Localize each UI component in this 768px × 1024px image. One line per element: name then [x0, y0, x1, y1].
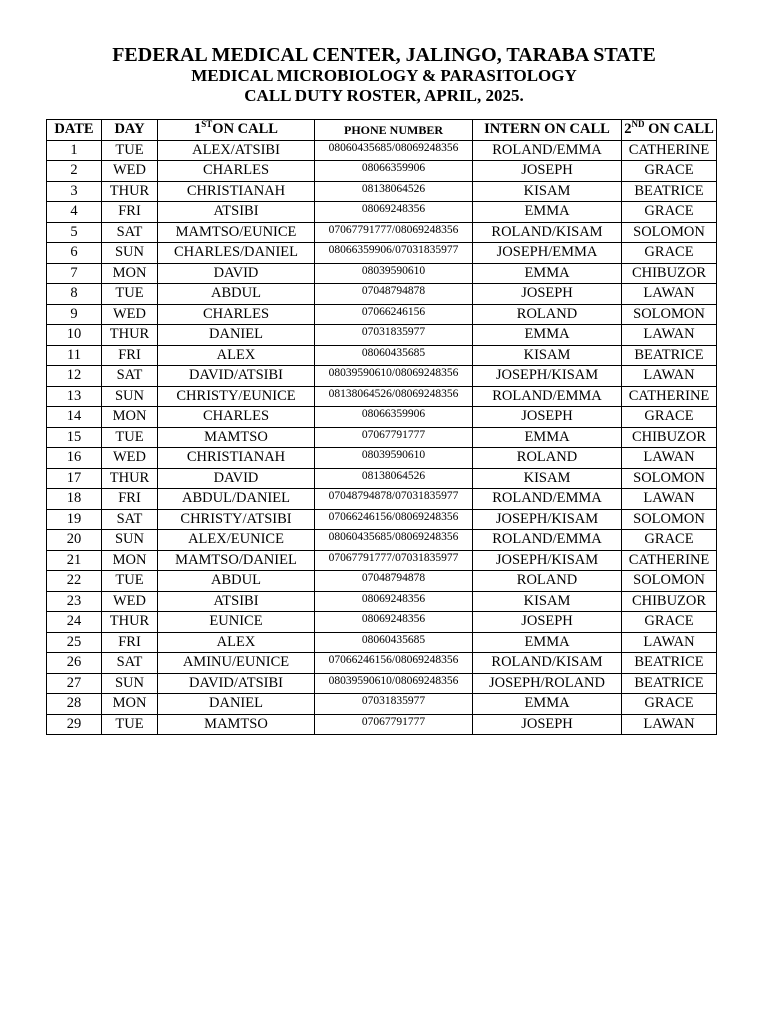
cell-phone-number: 07048794878/07031835977 [315, 489, 473, 510]
cell-date: 10 [47, 325, 102, 346]
cell-date: 13 [47, 386, 102, 407]
cell-second-on-call: GRACE [622, 612, 717, 633]
header-date: DATE [47, 120, 102, 141]
cell-first-on-call: CHARLES/DANIEL [158, 243, 315, 264]
cell-day: SAT [102, 222, 158, 243]
cell-second-on-call: SOLOMON [622, 222, 717, 243]
cell-intern-on-call: JOSEPH/KISAM [473, 550, 622, 571]
cell-second-on-call: LAWAN [622, 284, 717, 305]
cell-intern-on-call: KISAM [473, 345, 622, 366]
table-row [47, 304, 717, 325]
cell-day: FRI [102, 632, 158, 653]
cell-date: 22 [47, 571, 102, 592]
table-row [47, 366, 717, 387]
document-header [0, 44, 768, 106]
cell-first-on-call: ALEX/EUNICE [158, 530, 315, 551]
cell-first-on-call: DAVID [158, 468, 315, 489]
cell-date: 18 [47, 489, 102, 510]
cell-intern-on-call: EMMA [473, 632, 622, 653]
cell-first-on-call: DAVID/ATSIBI [158, 673, 315, 694]
cell-day: THUR [102, 468, 158, 489]
cell-intern-on-call: EMMA [473, 325, 622, 346]
cell-second-on-call: CATHERINE [622, 550, 717, 571]
cell-intern-on-call: ROLAND/EMMA [473, 530, 622, 551]
cell-intern-on-call: ROLAND [473, 448, 622, 469]
cell-phone-number: 07067791777 [315, 427, 473, 448]
cell-second-on-call: LAWAN [622, 714, 717, 735]
cell-intern-on-call: JOSEPH [473, 161, 622, 182]
cell-first-on-call: MAMTSO [158, 427, 315, 448]
cell-first-on-call: MAMTSO/EUNICE [158, 222, 315, 243]
cell-first-on-call: CHARLES [158, 407, 315, 428]
cell-phone-number: 08039590610 [315, 263, 473, 284]
table-row [47, 489, 717, 510]
cell-first-on-call: DANIEL [158, 325, 315, 346]
cell-first-on-call: ATSIBI [158, 591, 315, 612]
cell-intern-on-call: JOSEPH [473, 407, 622, 428]
cell-second-on-call: CATHERINE [622, 140, 717, 161]
cell-date: 16 [47, 448, 102, 469]
cell-date: 7 [47, 263, 102, 284]
cell-first-on-call: ALEX/ATSIBI [158, 140, 315, 161]
cell-date: 9 [47, 304, 102, 325]
roster-body [47, 140, 717, 735]
table-row [47, 427, 717, 448]
cell-date: 8 [47, 284, 102, 305]
cell-second-on-call: SOLOMON [622, 571, 717, 592]
cell-intern-on-call: JOSEPH/EMMA [473, 243, 622, 264]
cell-phone-number: 08060435685/08069248356 [315, 140, 473, 161]
cell-date: 5 [47, 222, 102, 243]
department-title: MEDICAL MICROBIOLOGY & PARASITOLOGY [191, 66, 577, 85]
cell-date: 24 [47, 612, 102, 633]
cell-day: SAT [102, 653, 158, 674]
header-second-suffix: ON CALL [644, 121, 714, 137]
cell-phone-number: 08138064526 [315, 468, 473, 489]
cell-day: SAT [102, 366, 158, 387]
cell-first-on-call: CHRISTIANAH [158, 181, 315, 202]
cell-phone-number: 08039590610/08069248356 [315, 366, 473, 387]
cell-intern-on-call: ROLAND/EMMA [473, 386, 622, 407]
hospital-title: FEDERAL MEDICAL CENTER, JALINGO, TARABA STATE [112, 44, 656, 66]
header-day: DAY [102, 120, 158, 141]
cell-second-on-call: BEATRICE [622, 653, 717, 674]
cell-date: 11 [47, 345, 102, 366]
cell-day: WED [102, 448, 158, 469]
table-row [47, 550, 717, 571]
cell-phone-number: 08039590610/08069248356 [315, 673, 473, 694]
cell-phone-number: 08060435685 [315, 632, 473, 653]
table-row [47, 202, 717, 223]
header-phone-number: PHONE NUMBER [315, 120, 473, 141]
cell-first-on-call: MAMTSO/DANIEL [158, 550, 315, 571]
cell-phone-number: 07066246156/08069248356 [315, 509, 473, 530]
cell-intern-on-call: JOSEPH/KISAM [473, 366, 622, 387]
cell-date: 20 [47, 530, 102, 551]
table-row [47, 448, 717, 469]
cell-day: FRI [102, 202, 158, 223]
cell-second-on-call: LAWAN [622, 448, 717, 469]
header-first-suffix: ON CALL [212, 121, 278, 137]
cell-first-on-call: CHRISTY/ATSIBI [158, 509, 315, 530]
table-row [47, 181, 717, 202]
cell-date: 17 [47, 468, 102, 489]
cell-first-on-call: ATSIBI [158, 202, 315, 223]
cell-day: FRI [102, 489, 158, 510]
cell-intern-on-call: ROLAND/EMMA [473, 489, 622, 510]
cell-intern-on-call: JOSEPH [473, 612, 622, 633]
cell-second-on-call: SOLOMON [622, 304, 717, 325]
cell-second-on-call: BEATRICE [622, 181, 717, 202]
cell-second-on-call: CATHERINE [622, 386, 717, 407]
cell-first-on-call: MAMTSO [158, 714, 315, 735]
cell-day: TUE [102, 427, 158, 448]
cell-phone-number: 07048794878 [315, 284, 473, 305]
cell-phone-number: 08069248356 [315, 612, 473, 633]
table-row [47, 263, 717, 284]
cell-day: WED [102, 304, 158, 325]
cell-first-on-call: EUNICE [158, 612, 315, 633]
cell-phone-number: 07066246156 [315, 304, 473, 325]
table-row [47, 673, 717, 694]
cell-second-on-call: CHIBUZOR [622, 263, 717, 284]
cell-second-on-call: GRACE [622, 530, 717, 551]
cell-first-on-call: ABDUL [158, 284, 315, 305]
cell-second-on-call: GRACE [622, 161, 717, 182]
cell-day: TUE [102, 140, 158, 161]
cell-second-on-call: BEATRICE [622, 345, 717, 366]
cell-date: 21 [47, 550, 102, 571]
cell-first-on-call: DAVID [158, 263, 315, 284]
cell-day: MON [102, 550, 158, 571]
cell-date: 19 [47, 509, 102, 530]
cell-phone-number: 07067791777 [315, 714, 473, 735]
cell-date: 2 [47, 161, 102, 182]
table-row [47, 222, 717, 243]
header-second-prefix: 2 [624, 121, 632, 137]
cell-day: SAT [102, 509, 158, 530]
cell-first-on-call: CHARLES [158, 161, 315, 182]
table-row [47, 714, 717, 735]
cell-intern-on-call: JOSEPH [473, 714, 622, 735]
cell-day: THUR [102, 612, 158, 633]
header-second-sup: ND [631, 119, 645, 130]
cell-day: WED [102, 161, 158, 182]
table-row [47, 325, 717, 346]
table-row [47, 653, 717, 674]
cell-second-on-call: GRACE [622, 243, 717, 264]
table-header-row [47, 120, 717, 141]
header-second-on-call [622, 120, 717, 141]
header-intern-on-call: INTERN ON CALL [473, 120, 622, 141]
cell-phone-number: 08066359906 [315, 407, 473, 428]
cell-day: TUE [102, 284, 158, 305]
table-row [47, 530, 717, 551]
table-row [47, 140, 717, 161]
cell-phone-number: 08060435685 [315, 345, 473, 366]
cell-second-on-call: CHIBUZOR [622, 427, 717, 448]
cell-date: 15 [47, 427, 102, 448]
cell-intern-on-call: EMMA [473, 202, 622, 223]
cell-day: MON [102, 263, 158, 284]
cell-intern-on-call: EMMA [473, 427, 622, 448]
table-row [47, 571, 717, 592]
cell-day: MON [102, 407, 158, 428]
header-first-prefix: 1 [194, 121, 202, 137]
cell-date: 14 [47, 407, 102, 428]
cell-second-on-call: CHIBUZOR [622, 591, 717, 612]
cell-first-on-call: ABDUL/DANIEL [158, 489, 315, 510]
cell-second-on-call: GRACE [622, 694, 717, 715]
cell-second-on-call: SOLOMON [622, 468, 717, 489]
cell-phone-number: 07031835977 [315, 694, 473, 715]
cell-day: THUR [102, 181, 158, 202]
cell-date: 12 [47, 366, 102, 387]
cell-second-on-call: LAWAN [622, 632, 717, 653]
cell-date: 26 [47, 653, 102, 674]
cell-second-on-call: SOLOMON [622, 509, 717, 530]
cell-date: 28 [47, 694, 102, 715]
cell-date: 1 [47, 140, 102, 161]
cell-phone-number: 07066246156/08069248356 [315, 653, 473, 674]
cell-phone-number: 07048794878 [315, 571, 473, 592]
cell-first-on-call: CHRISTY/EUNICE [158, 386, 315, 407]
cell-second-on-call: GRACE [622, 202, 717, 223]
table-row [47, 694, 717, 715]
cell-intern-on-call: KISAM [473, 468, 622, 489]
cell-second-on-call: LAWAN [622, 325, 717, 346]
cell-day: SUN [102, 243, 158, 264]
table-row [47, 632, 717, 653]
cell-day: SUN [102, 530, 158, 551]
cell-intern-on-call: KISAM [473, 591, 622, 612]
cell-second-on-call: BEATRICE [622, 673, 717, 694]
cell-intern-on-call: JOSEPH/KISAM [473, 509, 622, 530]
table-row [47, 386, 717, 407]
cell-phone-number: 07067791777/07031835977 [315, 550, 473, 571]
cell-phone-number: 08069248356 [315, 591, 473, 612]
table-row [47, 161, 717, 182]
cell-phone-number: 08138064526/08069248356 [315, 386, 473, 407]
cell-phone-number: 08069248356 [315, 202, 473, 223]
cell-second-on-call: LAWAN [622, 366, 717, 387]
cell-day: FRI [102, 345, 158, 366]
cell-phone-number: 07031835977 [315, 325, 473, 346]
table-row [47, 407, 717, 428]
cell-phone-number: 08066359906 [315, 161, 473, 182]
cell-date: 25 [47, 632, 102, 653]
cell-intern-on-call: ROLAND/KISAM [473, 222, 622, 243]
table-row [47, 468, 717, 489]
cell-first-on-call: DAVID/ATSIBI [158, 366, 315, 387]
table-row [47, 345, 717, 366]
cell-first-on-call: DANIEL [158, 694, 315, 715]
cell-intern-on-call: ROLAND/EMMA [473, 140, 622, 161]
table-row [47, 284, 717, 305]
cell-phone-number: 08060435685/08069248356 [315, 530, 473, 551]
cell-day: THUR [102, 325, 158, 346]
cell-second-on-call: LAWAN [622, 489, 717, 510]
cell-phone-number: 08039590610 [315, 448, 473, 469]
header-first-on-call [158, 120, 315, 141]
cell-intern-on-call: KISAM [473, 181, 622, 202]
cell-intern-on-call: EMMA [473, 263, 622, 284]
duty-roster-table [46, 119, 717, 735]
cell-day: SUN [102, 673, 158, 694]
cell-date: 6 [47, 243, 102, 264]
cell-first-on-call: CHARLES [158, 304, 315, 325]
table-row [47, 591, 717, 612]
table-row [47, 509, 717, 530]
cell-intern-on-call: ROLAND [473, 304, 622, 325]
cell-first-on-call: ABDUL [158, 571, 315, 592]
cell-day: MON [102, 694, 158, 715]
cell-phone-number: 07067791777/08069248356 [315, 222, 473, 243]
cell-first-on-call: CHRISTIANAH [158, 448, 315, 469]
cell-first-on-call: ALEX [158, 632, 315, 653]
cell-first-on-call: ALEX [158, 345, 315, 366]
cell-intern-on-call: ROLAND [473, 571, 622, 592]
cell-date: 3 [47, 181, 102, 202]
roster-title: CALL DUTY ROSTER, APRIL, 2025. [244, 86, 524, 105]
table-row [47, 612, 717, 633]
table-row [47, 243, 717, 264]
cell-intern-on-call: EMMA [473, 694, 622, 715]
cell-phone-number: 08138064526 [315, 181, 473, 202]
cell-date: 27 [47, 673, 102, 694]
cell-date: 23 [47, 591, 102, 612]
cell-date: 4 [47, 202, 102, 223]
cell-date: 29 [47, 714, 102, 735]
cell-day: SUN [102, 386, 158, 407]
cell-day: TUE [102, 571, 158, 592]
cell-second-on-call: GRACE [622, 407, 717, 428]
cell-intern-on-call: JOSEPH/ROLAND [473, 673, 622, 694]
cell-intern-on-call: JOSEPH [473, 284, 622, 305]
cell-first-on-call: AMINU/EUNICE [158, 653, 315, 674]
cell-day: TUE [102, 714, 158, 735]
cell-day: WED [102, 591, 158, 612]
cell-phone-number: 08066359906/07031835977 [315, 243, 473, 264]
cell-intern-on-call: ROLAND/KISAM [473, 653, 622, 674]
header-first-sup: ST [201, 119, 213, 130]
